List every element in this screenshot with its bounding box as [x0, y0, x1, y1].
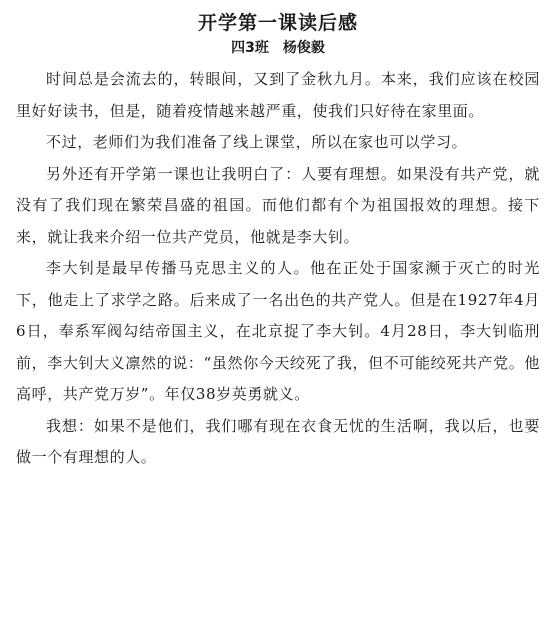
author-byline: 四3班 杨俊毅	[231, 40, 325, 56]
paragraph-3: 另外还有开学第一课也让我明白了：人要有理想。如果没有共产党，就没有了我们现在繁荣昌盛的祖国。而他们都有个为祖国报效的理想。接下来，就让我来介绍一位共产党员，他就是李大钊。	[16, 164, 540, 246]
paragraph-5: 我想：如果不是他们，我们哪有现在衣食无忧的生活啊，我以后，也要做一个有理想的人。	[16, 416, 540, 466]
paragraph-1: 时间总是会流去的，转眼间，又到了金秋九月。本来，我们应该在校园里好好读书，但是，随着疫情越来越严重，使我们只好待在家里面。	[16, 70, 540, 120]
document-title: 开学第一课读后感	[197, 12, 358, 34]
paragraph-4: 李大钊是最早传播马克思主义的人。他在正处于国家濒于灭亡的时光下，他走上了求学之路。后来成了一名出色的共产党人。但是在1927年4月6日，奉系军阀勾结帝国主义，在北京捉了李大钊。4月28日，李大钊临刑前，李大钊大义凛然的说：“虽然你今天绞死了我，但不可能绞死共产党。他高呼，共产党万岁”。年仅38岁英勇就义。	[16, 259, 540, 403]
paragraph-2: 不过，老师们为我们准备了线上课堂，所以在家也可以学习。	[46, 133, 468, 151]
